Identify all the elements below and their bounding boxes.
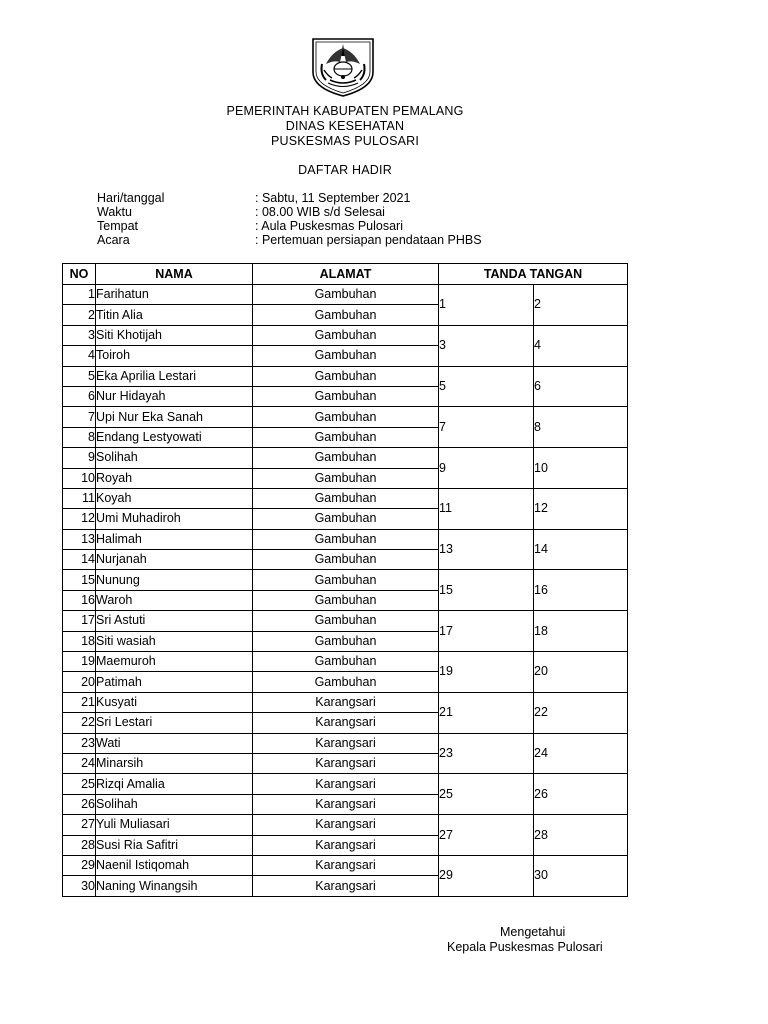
row-name: Siti Khotijah (96, 325, 253, 345)
header-nama: NAMA (96, 264, 253, 285)
row-name: Naenil Istiqomah (96, 855, 253, 875)
row-number: 22 (63, 713, 96, 733)
row-number: 2 (63, 305, 96, 325)
signature-cell-left[interactable]: 5 (439, 366, 534, 407)
row-name: Minarsih (96, 753, 253, 773)
row-name: Endang Lestyowati (96, 427, 253, 447)
table-row (63, 407, 628, 427)
table-row (63, 448, 628, 468)
table-row (63, 733, 628, 753)
row-name: Susi Ria Safitri (96, 835, 253, 855)
table-row (63, 488, 628, 508)
signature-cell-left[interactable]: 27 (439, 815, 534, 856)
info-value-place: : Aula Puskesmas Pulosari (255, 219, 403, 233)
signature-cell-right[interactable]: 24 (534, 733, 628, 774)
row-address: Gambuhan (253, 448, 439, 468)
row-number: 18 (63, 631, 96, 651)
attendance-rows (63, 285, 628, 897)
row-name: Sri Astuti (96, 611, 253, 631)
row-number: 15 (63, 570, 96, 590)
signature-cell-left[interactable]: 23 (439, 733, 534, 774)
row-number: 11 (63, 488, 96, 508)
row-number: 4 (63, 346, 96, 366)
header-government: PEMERINTAH KABUPATEN PEMALANG (226, 104, 464, 118)
row-name: Royah (96, 468, 253, 488)
signature-cell-right[interactable]: 4 (534, 325, 628, 366)
row-address: Gambuhan (253, 611, 439, 631)
row-address: Gambuhan (253, 325, 439, 345)
row-number: 27 (63, 815, 96, 835)
row-number: 13 (63, 529, 96, 549)
info-label-event: Acara (97, 233, 130, 247)
header-no: NO (63, 264, 96, 285)
row-name: Umi Muhadiroh (96, 509, 253, 529)
signature-cell-left[interactable]: 7 (439, 407, 534, 448)
signature-cell-left[interactable]: 13 (439, 529, 534, 570)
header-tanda-tangan: TANDA TANGAN (439, 264, 628, 285)
row-address: Karangsari (253, 876, 439, 896)
row-address: Gambuhan (253, 427, 439, 447)
row-name: Yuli Muliasari (96, 815, 253, 835)
signature-cell-left[interactable]: 9 (439, 448, 534, 489)
row-address: Karangsari (253, 692, 439, 712)
row-name: Upi Nur Eka Sanah (96, 407, 253, 427)
table-row (63, 570, 628, 590)
row-name: Sri Lestari (96, 713, 253, 733)
table-row (63, 285, 628, 305)
signature-cell-left[interactable]: 19 (439, 652, 534, 693)
info-value-date: : Sabtu, 11 September 2021 (255, 191, 411, 205)
row-address: Gambuhan (253, 550, 439, 570)
row-number: 25 (63, 774, 96, 794)
row-address: Gambuhan (253, 570, 439, 590)
row-address: Gambuhan (253, 590, 439, 610)
row-name: Solihah (96, 794, 253, 814)
row-address: Gambuhan (253, 488, 439, 508)
row-address: Gambuhan (253, 407, 439, 427)
row-number: 19 (63, 652, 96, 672)
row-number: 20 (63, 672, 96, 692)
row-address: Gambuhan (253, 285, 439, 305)
row-name: Kusyati (96, 692, 253, 712)
row-number: 9 (63, 448, 96, 468)
row-address: Gambuhan (253, 631, 439, 651)
info-label-date: Hari/tanggal (97, 191, 165, 205)
row-address: Karangsari (253, 855, 439, 875)
row-address: Karangsari (253, 753, 439, 773)
table-row (63, 366, 628, 386)
row-name: Waroh (96, 590, 253, 610)
signature-cell-right[interactable]: 28 (534, 815, 628, 856)
row-address: Gambuhan (253, 386, 439, 406)
row-number: 12 (63, 509, 96, 529)
row-address: Gambuhan (253, 509, 439, 529)
signature-cell-left[interactable]: 29 (439, 855, 534, 896)
row-name: Wati (96, 733, 253, 753)
table-header-row (63, 264, 628, 285)
row-number: 29 (63, 855, 96, 875)
info-value-time: : 08.00 WIB s/d Selesai (255, 205, 385, 219)
row-number: 26 (63, 794, 96, 814)
row-address: Gambuhan (253, 652, 439, 672)
signature-cell-right[interactable]: 12 (534, 488, 628, 529)
signature-cell-left[interactable]: 21 (439, 692, 534, 733)
row-address: Karangsari (253, 815, 439, 835)
signature-cell-left[interactable]: 1 (439, 285, 534, 326)
signature-cell-right[interactable]: 18 (534, 611, 628, 652)
row-address: Karangsari (253, 835, 439, 855)
signature-cell-right[interactable]: 14 (534, 529, 628, 570)
page-title: DAFTAR HADIR (298, 163, 392, 177)
row-number: 24 (63, 753, 96, 773)
row-address: Karangsari (253, 713, 439, 733)
signature-cell-left[interactable]: 17 (439, 611, 534, 652)
signature-cell-left[interactable]: 15 (439, 570, 534, 611)
row-address: Karangsari (253, 774, 439, 794)
signature-cell-left[interactable]: 25 (439, 774, 534, 815)
header-department: DINAS KESEHATAN (285, 119, 405, 133)
row-name: Nunung (96, 570, 253, 590)
row-name: Koyah (96, 488, 253, 508)
signature-cell-right[interactable]: 6 (534, 366, 628, 407)
signature-cell-right[interactable]: 20 (534, 652, 628, 693)
table-row (63, 692, 628, 712)
table-row (63, 529, 628, 549)
row-name: Titin Alia (96, 305, 253, 325)
row-number: 30 (63, 876, 96, 896)
row-number: 17 (63, 611, 96, 631)
table-row (63, 855, 628, 875)
row-number: 3 (63, 325, 96, 345)
signature-cell-right[interactable]: 22 (534, 692, 628, 733)
row-name: Eka Aprilia Lestari (96, 366, 253, 386)
row-number: 16 (63, 590, 96, 610)
info-value-event: : Pertemuan persiapan pendataan PHBS (255, 233, 482, 247)
attendance-table (62, 263, 628, 897)
row-number: 8 (63, 427, 96, 447)
header-puskesmas: PUSKESMAS PULOSARI (270, 134, 420, 148)
row-name: Halimah (96, 529, 253, 549)
row-name: Farihatun (96, 285, 253, 305)
row-number: 7 (63, 407, 96, 427)
table-row (63, 325, 628, 345)
signature-cell-right[interactable]: 16 (534, 570, 628, 611)
row-address: Karangsari (253, 794, 439, 814)
table-row (63, 611, 628, 631)
row-name: Nurjanah (96, 550, 253, 570)
row-address: Karangsari (253, 733, 439, 753)
row-name: Patimah (96, 672, 253, 692)
row-name: Solihah (96, 448, 253, 468)
row-name: Nur Hidayah (96, 386, 253, 406)
signature-cell-right[interactable]: 10 (534, 448, 628, 489)
row-number: 5 (63, 366, 96, 386)
table-row (63, 815, 628, 835)
row-address: Gambuhan (253, 366, 439, 386)
regency-emblem-icon (310, 36, 376, 98)
row-number: 10 (63, 468, 96, 488)
row-address: Gambuhan (253, 305, 439, 325)
row-name: Toiroh (96, 346, 253, 366)
row-address: Gambuhan (253, 529, 439, 549)
row-number: 1 (63, 285, 96, 305)
row-address: Gambuhan (253, 672, 439, 692)
signature-cell-right[interactable]: 2 (534, 285, 628, 326)
row-address: Gambuhan (253, 468, 439, 488)
row-name: Maemuroh (96, 652, 253, 672)
row-address: Gambuhan (253, 346, 439, 366)
signature-cell-left[interactable]: 3 (439, 325, 534, 366)
footer-signatory: Kepala Puskesmas Pulosari (447, 940, 603, 954)
row-name: Siti wasiah (96, 631, 253, 651)
row-number: 23 (63, 733, 96, 753)
header-alamat: ALAMAT (253, 264, 439, 285)
signature-cell-right[interactable]: 26 (534, 774, 628, 815)
table-row (63, 774, 628, 794)
row-name: Rizqi Amalia (96, 774, 253, 794)
row-number: 14 (63, 550, 96, 570)
row-number: 6 (63, 386, 96, 406)
signature-cell-right[interactable]: 8 (534, 407, 628, 448)
signature-cell-left[interactable]: 11 (439, 488, 534, 529)
row-number: 28 (63, 835, 96, 855)
info-label-time: Waktu (97, 205, 132, 219)
table-row (63, 652, 628, 672)
row-number: 21 (63, 692, 96, 712)
row-name: Naning Winangsih (96, 876, 253, 896)
info-label-place: Tempat (97, 219, 138, 233)
signature-cell-right[interactable]: 30 (534, 855, 628, 896)
footer-acknowledged: Mengetahui (500, 925, 566, 939)
